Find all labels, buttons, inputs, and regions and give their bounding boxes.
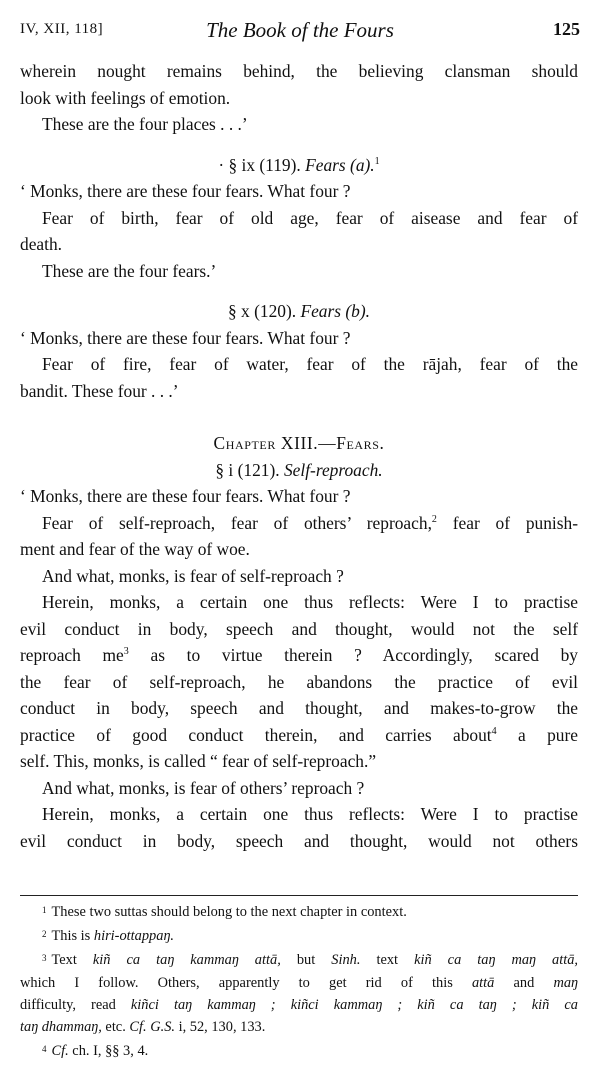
paragraph-line: Herein, monks, a certain one thus reflects: Were I to practise (42, 804, 578, 824)
paragraph: ‘ Monks, there are these four fears. What four ? (20, 327, 351, 348)
footnote-text: etc. (101, 1019, 130, 1036)
text-run: reproach me (20, 645, 124, 665)
paragraph-line: wherein nought remains behind, the believing clansman should (20, 61, 578, 81)
footnote-text: difficulty, read (20, 996, 131, 1013)
paragraph-line: Fear of birth, fear of old age, fear of aisease and fear of (42, 207, 578, 228)
text-run: practice of good conduct therein, and carries about (20, 724, 492, 745)
footnotes (20, 899, 578, 1062)
paragraph-line (20, 642, 578, 669)
paragraph-line (20, 510, 578, 537)
paragraph: ‘ Monks, there are these four fears. What four ? (20, 486, 351, 506)
footnote-text: but (280, 952, 332, 969)
footnote-text: text (360, 952, 415, 969)
header-reference: IV, XII, 118] (20, 21, 104, 37)
footnote-italic: Cf. (51, 1043, 69, 1060)
footnote-text: and (494, 974, 554, 991)
paragraph-line: evil conduct in body, speech and thought, would not the self (20, 618, 578, 639)
paragraph-line: conduct in body, speech and thought, and makes-to-grow the (20, 698, 578, 718)
footnote-divider (20, 895, 578, 896)
paragraph-line: evil conduct in body, speech and thought, would not others (20, 830, 578, 851)
footnote-ref: 4 (491, 725, 497, 737)
paragraph-line: Herein, monks, a certain one thus reflects: Were I to practise (42, 592, 578, 612)
text-run: a pure (496, 724, 578, 745)
footnote-ref: 1 (374, 155, 380, 167)
footnote-text: This is (51, 928, 94, 945)
paragraph-line: death. (20, 234, 63, 254)
paragraph-line: self. This, monks, is called “ fear of self-reproach.” (20, 751, 377, 771)
paragraph: These are the four places . . .’ (42, 114, 248, 134)
footnote-4 (20, 1038, 578, 1062)
footnote-3-line (20, 972, 578, 994)
spacer (20, 404, 578, 430)
paragraph-line: Fear of fire, fear of water, fear of the rājah, fear of the (42, 354, 578, 374)
main-text (20, 58, 578, 854)
footnote-mark: 4 (42, 1044, 47, 1055)
paragraph: These are the four fears.’ (42, 260, 217, 281)
paragraph-line: bandit. These four . . .’ (20, 380, 179, 401)
header-title: The Book of the Fours (206, 18, 394, 42)
paragraph-line: ment and fear of the way of woe. (20, 539, 250, 559)
paragraph: And what, monks, is fear of others’ reproach ? (42, 777, 365, 798)
spacer (20, 138, 578, 152)
footnote-text: Text (51, 952, 93, 969)
footnote-italic: maŋ (553, 974, 578, 991)
footnote-text: i, 52, 130, 133. (174, 1019, 266, 1036)
paragraph: And what, monks, is fear of self-reproach ? (42, 565, 344, 586)
paragraph-line: the fear of self-reproach, he abandons the practice of evil (20, 671, 578, 692)
footnote-3-line (20, 1016, 578, 1038)
section-heading-ix (20, 152, 578, 179)
page-number: 125 (553, 19, 580, 39)
footnote-italic: Sinh. (331, 952, 361, 969)
section-number: § i (121). (215, 459, 284, 480)
footnote-text: which I follow. Others, apparently to get rid of this (20, 974, 472, 991)
footnote-text: ch. I, §§ 3, 4. (68, 1043, 149, 1060)
paragraph-line: look with feelings of emotion. (20, 87, 231, 108)
footnote-3-line (20, 947, 578, 971)
footnote-ref: 2 (431, 513, 437, 525)
footnote-italic: hiri-ottappaŋ. (93, 928, 174, 945)
footnote-italic: kiñ ca taŋ maŋ attā, (414, 952, 578, 969)
section-heading-i (20, 457, 578, 484)
chapter-heading: Chapter XIII.—Fears. (213, 433, 385, 453)
section-heading-x (20, 298, 578, 325)
paragraph-line (20, 722, 578, 749)
footnote-mark: 3 (42, 953, 47, 964)
footnote-italic: attā (471, 974, 495, 991)
footnote-mark: 2 (42, 929, 47, 940)
footnote-mark: 1 (42, 905, 47, 915)
footnote-italic: kiñ ca taŋ kammaŋ attā, (92, 952, 281, 969)
text-run: Fear of self-reproach, fear of others’ reproach, (42, 512, 432, 533)
text-run: fear of punish- (436, 512, 578, 533)
section-title: Fears (b). (300, 301, 370, 321)
footnote-text: These two suttas should belong to the next chapter in context. (51, 904, 407, 920)
footnote-italic: taŋ dhammaŋ, (20, 1019, 102, 1036)
section-number: · § ix (119). (218, 154, 306, 175)
running-header (20, 18, 580, 42)
section-title: Self-reproach. (283, 459, 383, 480)
footnote-italic: kiñci taŋ kammaŋ ; kiñci kammaŋ ; kiñ ca taŋ ; kiñ ca (130, 996, 578, 1013)
footnote-2 (20, 923, 578, 947)
section-title: Fears (a). (305, 154, 375, 175)
paragraph: ‘ Monks, there are these four fears. What four ? (20, 181, 351, 201)
footnote-ref: 3 (123, 646, 129, 658)
footnote-3-line (20, 994, 578, 1016)
footnote-italic: Cf. G.S. (129, 1019, 175, 1036)
spacer (20, 284, 578, 298)
section-number: § x (120). (228, 301, 301, 321)
footnote-1 (20, 899, 578, 923)
text-run: as to virtue therein ? Accordingly, scared by (128, 645, 578, 665)
